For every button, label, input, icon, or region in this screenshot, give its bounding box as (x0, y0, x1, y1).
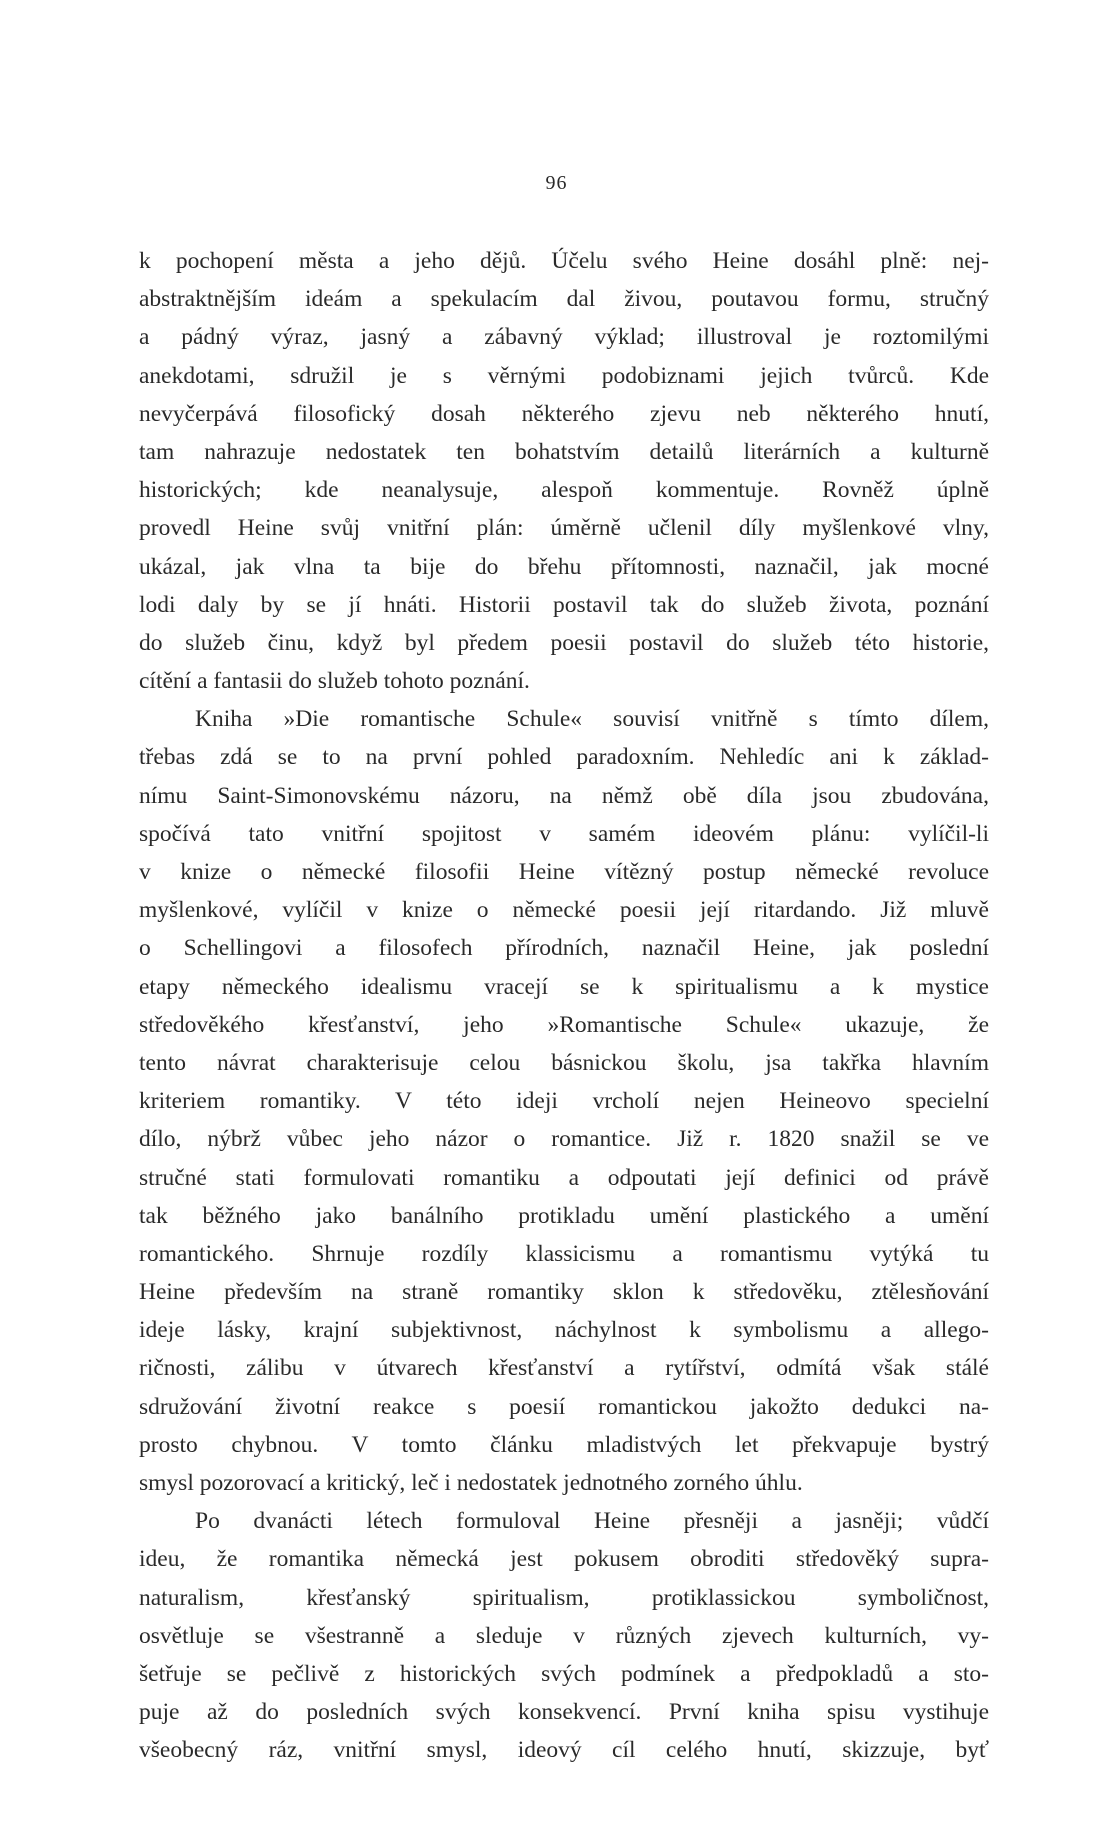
body-text (139, 242, 989, 1770)
text-line: dílo, nýbrž vůbec jeho názor o romantice. Již r. 1820 snažil se ve (139, 1126, 989, 1153)
text-line: prosto chybnou. V tomto článku mladistvých let překvapuje bystrý (139, 1431, 989, 1458)
text-line: šetřuje se pečlivě z historických svých podmínek a předpokladů a sto- (139, 1660, 989, 1687)
text-line: cítění a fantasii do služeb tohoto poznání. (139, 668, 530, 695)
text-line: Po dvanácti létech formuloval Heine přesněji a jasněji; vůdčí (195, 1508, 989, 1535)
text-line: ričnosti, zálibu v útvarech křesťanství a rytířství, odmítá však stálé (139, 1355, 989, 1382)
text-line: puje až do posledních svých konsekvencí. První kniha spisu vystihuje (139, 1699, 989, 1726)
text-line: etapy německého idealismu vracejí se k spiritualismu a k mystice (139, 973, 989, 1000)
page-number: 96 (545, 172, 568, 194)
text-line: v knize o německé filosofii Heine vítězný postup německé revoluce (139, 859, 989, 885)
text-line: do služeb činu, když byl předem poesii postavil do služeb této historie, (139, 629, 989, 656)
text-line: stručné stati formulovati romantiku a odpoutati její definici od právě (139, 1164, 989, 1191)
text-line: ukázal, jak vlna ta bije do břehu přítomnosti, naznačil, jak mocné (139, 553, 989, 580)
text-line: Heine především na straně romantiky sklon k středověku, ztělesňování (139, 1279, 989, 1306)
text-line: sdružování životní reakce s poesií romantickou jakožto dedukci na- (139, 1393, 989, 1420)
text-line: abstraktnějším ideám a spekulacím dal živou, poutavou formu, stručný (139, 286, 989, 313)
text-line: ideje lásky, krajní subjektivnost, náchylnost k symbolismu a allego- (139, 1317, 989, 1344)
text-line: Kniha »Die romantische Schule« souvisí vnitřně s tímto dílem, (195, 706, 989, 733)
text-line: naturalism, křesťanský spiritualism, protiklassickou symboličnost, (139, 1584, 989, 1611)
text-line: smysl pozorovací a kritický, leč i nedostatek jednotného zorného úhlu. (139, 1470, 803, 1496)
text-line: lodi daly by se jí hnáti. Historii postavil tak do služeb života, poznání (139, 591, 989, 618)
text-line: ideu, že romantika německá jest pokusem obroditi středověký supra- (139, 1546, 989, 1573)
text-line: nevyčerpává filosofický dosah některého zjevu neb některého hnutí, (139, 400, 989, 427)
text-line: kriteriem romantiky. V této ideji vrcholí nejen Heineovo specielní (139, 1088, 989, 1115)
text-line: osvětluje se všestranně a sleduje v různých zjevech kulturních, vy- (139, 1622, 989, 1649)
text-line: středověkého křesťanství, jeho »Romantische Schule« ukazuje, že (139, 1011, 989, 1038)
text-line: tento návrat charakterisuje celou básnickou školu, jsa takřka hlavním (139, 1049, 989, 1076)
text-line: anekdotami, sdružil je s věrnými podobiznami jejich tvůrců. Kde (139, 362, 989, 389)
text-line: o Schellingovi a filosofech přírodních, naznačil Heine, jak poslední (139, 935, 989, 962)
text-line: a pádný výraz, jasný a zábavný výklad; illustroval je roztomilými (139, 324, 989, 351)
text-line: historických; kde neanalysuje, alespoň kommentuje. Rovněž úplně (139, 477, 989, 504)
text-line: myšlenkové, vylíčil v knize o německé poesii její ritardando. Již mluvě (139, 897, 989, 924)
text-line: třebas zdá se to na první pohled paradoxním. Nehledíc ani k základ- (139, 744, 989, 771)
text-line: tam nahrazuje nedostatek ten bohatstvím detailů literárních a kulturně (139, 438, 989, 465)
text-line: k pochopení města a jeho dějů. Účelu svého Heine dosáhl plně: nej- (139, 248, 989, 274)
text-line: romantického. Shrnuje rozdíly klassicismu a romantismu vytýká tu (139, 1240, 989, 1267)
text-line: provedl Heine svůj vnitřní plán: úměrně učlenil díly myšlenkové vlny, (139, 515, 989, 542)
text-line: tak běžného jako banálního protikladu umění plastického a umění (139, 1202, 989, 1229)
text-line: nímu Saint-Simonovskému názoru, na němž obě díla jsou zbudována, (139, 782, 989, 809)
text-line: spočívá tato vnitřní spojitost v samém ideovém plánu: vylíčil-li (139, 820, 989, 847)
text-line: všeobecný ráz, vnitřní smysl, ideový cíl celého hnutí, skizzuje, byť (139, 1737, 989, 1764)
